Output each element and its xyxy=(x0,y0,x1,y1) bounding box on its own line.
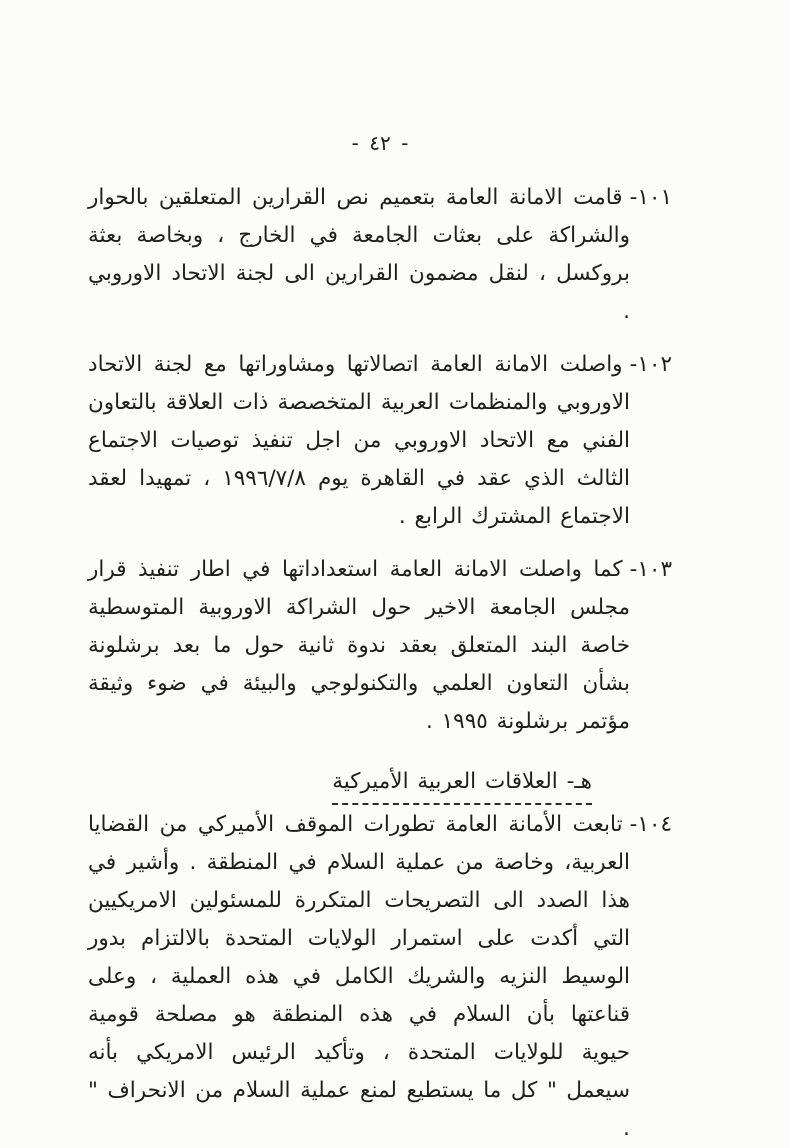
paragraph-103-number: ١٠٣- xyxy=(629,557,672,582)
page-number: - ٤٢ - xyxy=(351,131,409,155)
section-heading-text: هـ- العلاقات العربية الأميركية xyxy=(332,763,592,805)
paragraph-104-number: ١٠٤- xyxy=(629,812,672,837)
section-heading-arab-american-relations xyxy=(88,763,592,805)
paragraph-103-body: كما واصلت الامانة العامة استعداداتها في اطار تنفيذ قرار مجلس الجامعة الاخير حول الشراكة الاوروبية المتوسطية خاصة البند المتعلق بعقد ندوة ثانية حول ما بعد برشلونة بشأن التعاون العلمي والتكنولوجي والبيئة في ضوء وثيقة مؤتمر برشلونة ١٩٩٥ . xyxy=(88,557,630,734)
paragraph-102 xyxy=(88,346,672,536)
paragraph-101-body: قامت الامانة العامة بتعميم نص القرارين المتعلقين بالحوار والشراكة على بعثات الجامعة في الخارج ، وبخاصة بعثة بروكسل ، لنقل مضمون القرارين الى لجنة الاتحاد الاوروبي . xyxy=(88,185,630,324)
paragraph-101-number: ١٠١- xyxy=(629,185,672,210)
paragraph-104-body: تابعت الأمانة العامة تطورات الموقف الأميركي من القضايا العربية، وخاصة من عملية السلام في المنطقة . وأشير في هذا الصدد الى التصريحات المتكررة للمسئولين الامريكيين التي أكدت على استمرار الولايات المتحدة بالالتزام بدور الوسيط النزيه والشريك الكامل في هذه العملية ، وعلى قناعتها بأن السلام في هذه المنطقة هو مصلحة قومية حيوية للولايات المتحدة ، وتأكيد الرئيس الامريكي بأنه سيعمل " كل ما يستطيع لمنع عملية السلام من الانحراف " . xyxy=(88,812,630,1141)
paragraph-103 xyxy=(88,551,672,741)
paragraph-101 xyxy=(88,179,672,331)
paragraph-102-body: واصلت الامانة العامة اتصالاتها ومشاوراتها مع لجنة الاتحاد الاوروبي والمنظمات العربية المتخصصة ذات العلاقة بالتعاون الفني مع الاتحاد الاوروبي من اجل تنفيذ توصيات الاجتماع الثالث الذي عقد في القاهرة يوم ١٩٩٦/٧/٨ ، تمهيدا لعقد الاجتماع المشترك الرابع . xyxy=(88,352,630,529)
paragraph-102-number: ١٠٢- xyxy=(629,352,672,377)
paragraph-104 xyxy=(88,806,672,1148)
